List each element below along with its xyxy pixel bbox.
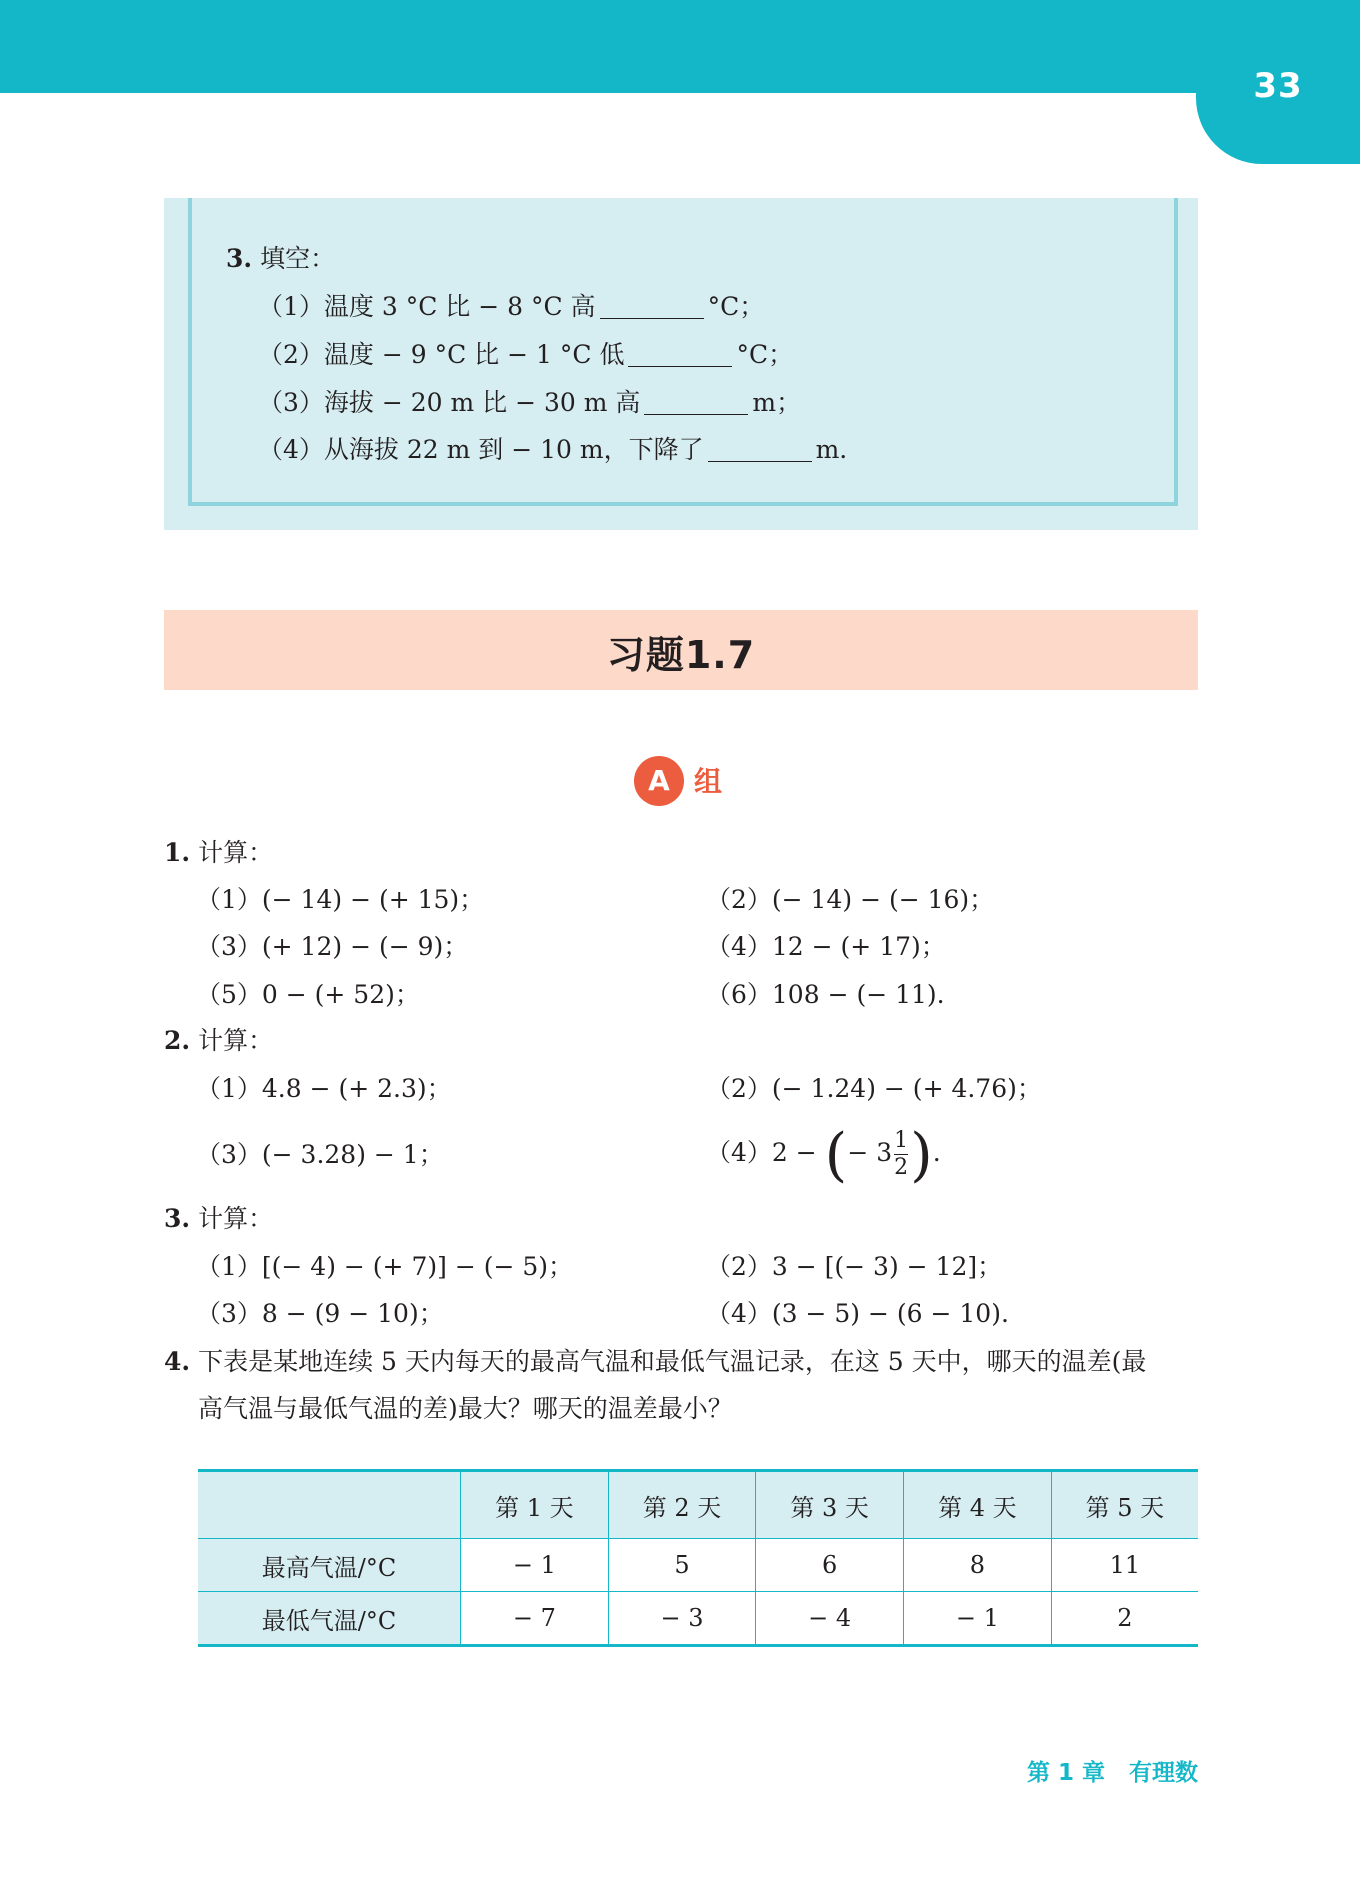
problem-4-text: [164, 1345, 1146, 1379]
answer-blank[interactable]: [644, 390, 748, 415]
problem-number: 3.: [164, 1204, 191, 1233]
table-cell: − 1: [461, 1539, 609, 1592]
footer-chapter: 第 1 章: [1026, 1760, 1105, 1786]
fraction-whole-part: − 3: [847, 1138, 893, 1167]
exercise-item-text: （4）从海拔 22 m 到 − 10 m，下降了: [258, 435, 704, 464]
fraction-expression-prefix: （4）2 −: [706, 1138, 817, 1167]
exercise-item: [258, 433, 847, 467]
answer-blank[interactable]: [600, 294, 704, 319]
fraction-denominator: 2: [894, 1155, 909, 1180]
chapter-footer: [1010, 1754, 1198, 1787]
problem-item: （2）(− 14) − (− 16)；: [706, 885, 995, 914]
exercise-item: [258, 338, 793, 372]
problem-title: 计算：: [198, 1026, 274, 1055]
exercise-item: [258, 290, 764, 324]
row-label: 最高气温/°C: [198, 1539, 461, 1592]
problem-number: 2.: [164, 1026, 191, 1055]
problem-4-line-2: 高气温与最低气温的差)最大？哪天的温差最小？: [198, 1394, 733, 1423]
problem-3-heading: [164, 1202, 273, 1236]
table-cell: 6: [756, 1539, 904, 1592]
problem-item: （3）(− 3.28) − 1；: [196, 1140, 444, 1169]
problem-item: （3）8 − (9 − 10)；: [196, 1299, 444, 1328]
problem-number: 1.: [164, 838, 191, 867]
table-cell: − 7: [461, 1592, 609, 1646]
right-paren-icon: ): [910, 1120, 933, 1189]
page-number: 33: [1253, 66, 1303, 106]
problem-title: 计算：: [198, 838, 274, 867]
table-cell: 2: [1051, 1592, 1198, 1646]
problem-2-heading: [164, 1024, 273, 1058]
exercise-item-unit: m；: [752, 388, 802, 417]
problem-item: （4）(3 − 5) − (6 − 10).: [706, 1299, 1009, 1328]
top-color-bar: [0, 0, 1360, 93]
problem-item: （2）(− 1.24) − (+ 4.76)；: [706, 1074, 1042, 1103]
group-label: 组: [694, 765, 723, 798]
problem-number: 4.: [164, 1347, 191, 1376]
problem-item: （1）4.8 − (+ 2.3)；: [196, 1074, 452, 1103]
table-header-cell: 第 4 天: [904, 1471, 1052, 1539]
table-cell: − 4: [756, 1592, 904, 1646]
table-header-cell: 第 3 天: [756, 1471, 904, 1539]
exercise-item-text: （1）温度 3 °C 比 − 8 °C 高: [258, 292, 596, 321]
problem-1-heading: [164, 836, 273, 870]
row-label: 最低气温/°C: [198, 1592, 461, 1646]
problem-item: （1）(− 14) − (+ 15)；: [196, 885, 485, 914]
table-header-cell: 第 1 天: [461, 1471, 609, 1539]
fraction: [894, 1128, 908, 1181]
answer-blank[interactable]: [628, 342, 732, 367]
table-cell: − 3: [608, 1592, 756, 1646]
table-header-cell: 第 2 天: [608, 1471, 756, 1539]
problem-item: （3）(+ 12) − (− 9)；: [196, 932, 469, 961]
problem-item-fraction: [706, 1118, 941, 1188]
problem-title: 计算：: [198, 1204, 274, 1233]
table-cell: 8: [904, 1539, 1052, 1592]
left-paren-icon: (: [824, 1120, 848, 1189]
exercise-item-unit: °C；: [707, 292, 765, 321]
table-header-row: [198, 1471, 1198, 1539]
problem-item: （5）0 − (+ 52)；: [196, 980, 420, 1009]
exercise-item-unit: °C；: [736, 340, 794, 369]
problem-item: （6）108 − (− 11).: [706, 980, 945, 1009]
problem-item: （4）12 − (+ 17)；: [706, 932, 946, 961]
section-banner: [164, 610, 1198, 690]
exercise-q3-title: 填空：: [260, 244, 336, 273]
table-cell: − 1: [904, 1592, 1052, 1646]
group-a-badge: A: [634, 756, 684, 806]
table-row: [198, 1539, 1198, 1592]
exercise-item-text: （2）温度 − 9 °C 比 − 1 °C 低: [258, 340, 625, 369]
problem-4-line-1: 下表是某地连续 5 天内每天的最高气温和最低气温记录，在这 5 天中，哪天的温差(最: [198, 1347, 1147, 1376]
table-header-cell: 第 5 天: [1051, 1471, 1198, 1539]
section-title: 习题1.7: [606, 633, 756, 677]
exercise-item-unit: m.: [815, 435, 848, 464]
answer-blank[interactable]: [708, 437, 812, 462]
problem-item: （2）3 − [(− 3) − 12]；: [706, 1252, 1003, 1281]
table-cell: 5: [608, 1539, 756, 1592]
fraction-numerator: 1: [894, 1128, 909, 1153]
table-header-cell: [198, 1471, 461, 1539]
exercise-q3-number: 3.: [226, 244, 253, 273]
exercise-item-text: （3）海拔 − 20 m 比 − 30 m 高: [258, 388, 641, 417]
exercise-item: [258, 386, 801, 420]
table-row: [198, 1592, 1198, 1646]
table-cell: 11: [1051, 1539, 1198, 1592]
temperature-table: [198, 1469, 1198, 1647]
exercise-q3-heading: [226, 242, 335, 276]
footer-chapter-title: 有理数: [1129, 1760, 1198, 1786]
expression-end: .: [932, 1138, 941, 1167]
problem-item: （1）[(− 4) − (+ 7)] − (− 5)；: [196, 1252, 574, 1281]
